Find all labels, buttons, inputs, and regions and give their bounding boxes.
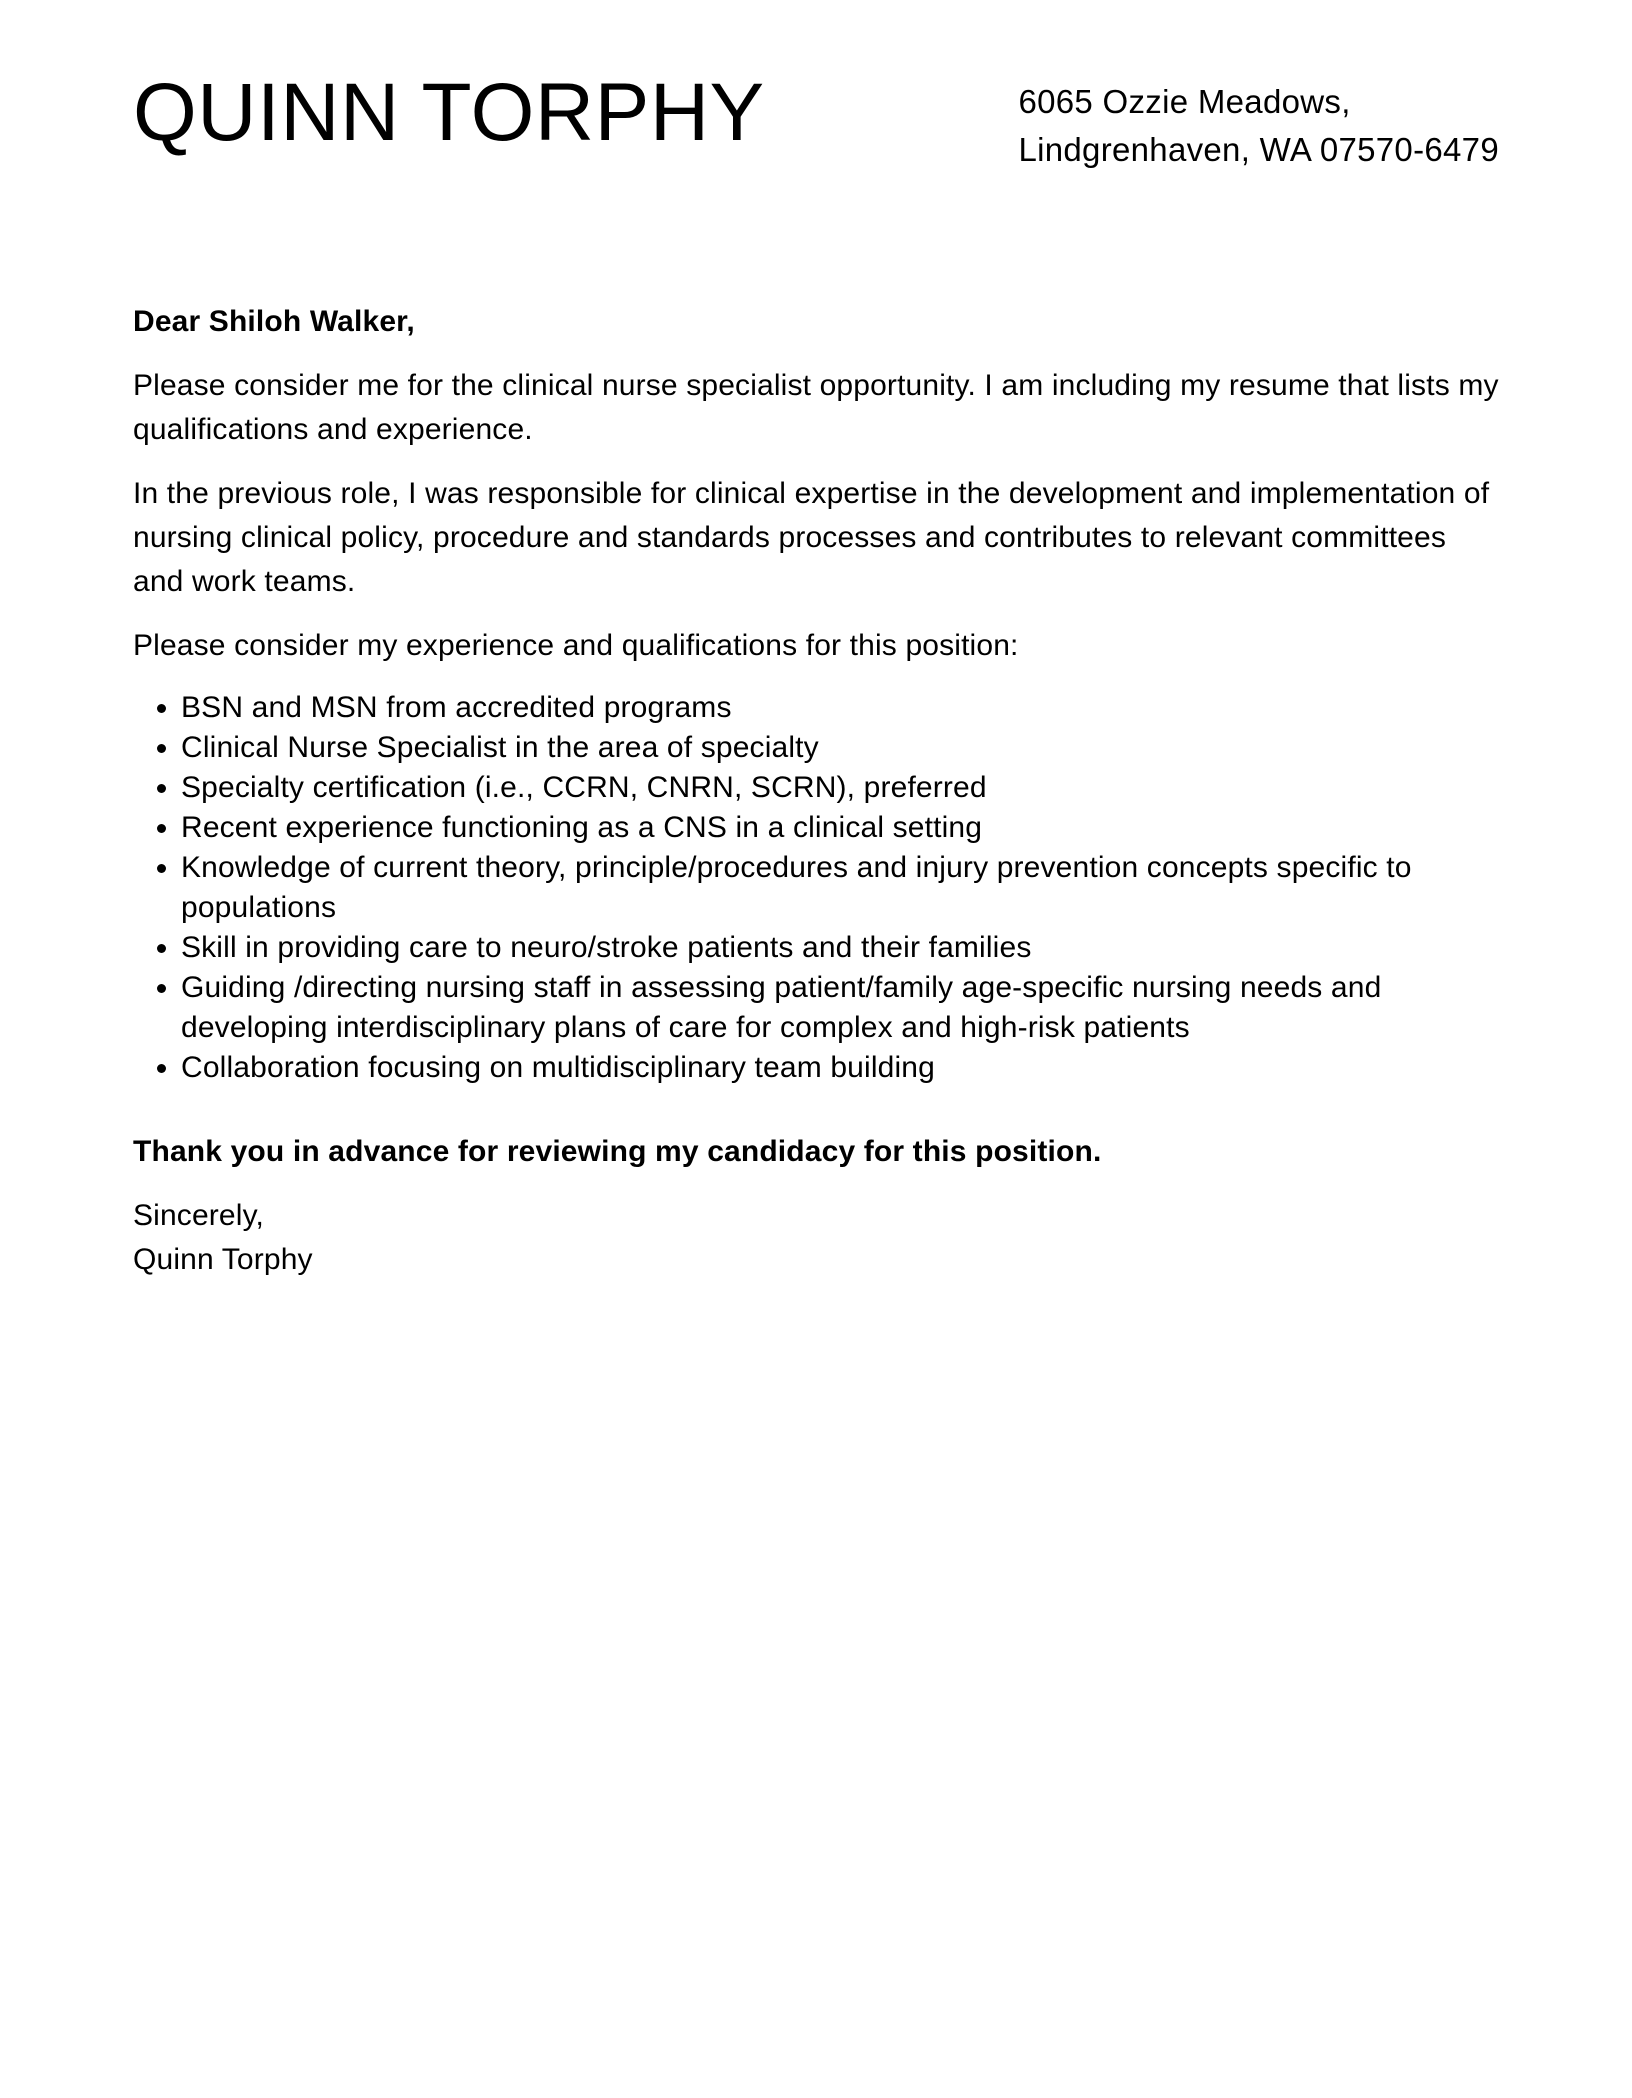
list-item: • Collaboration focusing on multidisciplinary team building bbox=[181, 1048, 1499, 1088]
closing-phrase: Sincerely, bbox=[133, 1199, 264, 1232]
list-item: • Specialty certification (i.e., CCRN, CNRN, SCRN), preferred bbox=[181, 768, 1499, 808]
sender-address bbox=[1018, 78, 1499, 174]
qualifications-list bbox=[133, 688, 1499, 1088]
list-item: • Knowledge of current theory, principle/procedures and injury prevention concepts specific to populations bbox=[181, 848, 1499, 928]
sender-name: QUINN TORPHY bbox=[133, 67, 765, 158]
address-line-1: 6065 Ozzie Meadows, bbox=[1018, 83, 1351, 120]
thank-you-line: Thank you in advance for reviewing my candidacy for this position. bbox=[133, 1135, 1102, 1168]
list-item: • Recent experience functioning as a CNS in a clinical setting bbox=[181, 808, 1499, 848]
list-item: • Guiding /directing nursing staff in assessing patient/family age-specific nursing needs and developing interdisciplinary plans of care for complex and high-risk patients bbox=[181, 968, 1499, 1048]
qualifications-lead-in: Please consider my experience and qualifications for this position: bbox=[133, 629, 1019, 662]
address-line-2: Lindgrenhaven, WA 07570-6479 bbox=[1018, 131, 1499, 168]
list-item: • Skill in providing care to neuro/stroke patients and their families bbox=[181, 928, 1499, 968]
list-item: • Clinical Nurse Specialist in the area of specialty bbox=[181, 728, 1499, 768]
letter-header bbox=[133, 0, 1499, 300]
signature-name: Quinn Torphy bbox=[133, 1243, 313, 1276]
experience-paragraph: In the previous role, I was responsible for clinical expertise in the development and implementation of nursing clinical policy, procedure and standards processes and contributes to relevant committees and work teams. bbox=[133, 477, 1490, 598]
closing-block bbox=[133, 1194, 1499, 1282]
list-item: • BSN and MSN from accredited programs bbox=[181, 688, 1499, 728]
letter-body bbox=[133, 300, 1499, 1282]
intro-paragraph: Please consider me for the clinical nurse specialist opportunity. I am including my resume that lists my qualifications and experience. bbox=[133, 369, 1499, 446]
salutation: Dear Shiloh Walker, bbox=[133, 305, 415, 338]
